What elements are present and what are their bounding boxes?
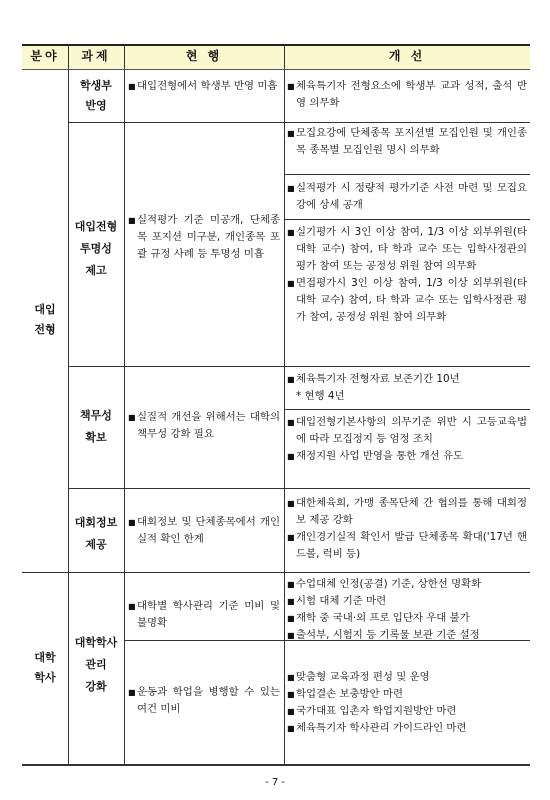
improve-accountability-1: ■ 체육특기자 전형자료 보존기간 10년 * 현행 4년	[287, 371, 527, 405]
current-accountability: ■ 실질적 개선을 위해서는 대학의 책무성 강화 필요	[128, 411, 280, 440]
current-academic-2: ■ 운동과 학업을 병행할 수 있는 여건 미비	[128, 686, 280, 715]
divider-task-1	[68, 122, 530, 123]
improve-transparency-3: ■ 실기평가 시 3인 이상 참여, 1/3 이상 외부위원(타 대학 교수) 참여, 타 학과 교수 또는 입학사정관의 평가 참여 또는 공정성 위원 참여 의무화 ■ 면접평가시 3인 이상 참여, 1/3 이상 외부위원(타 대학 교수) 참여, 타 학과 교수 또는 입학사정관 평가 참여, 공정성 위원 참여 의무화	[287, 226, 527, 323]
divider-v3	[284, 44, 285, 765]
current-competition-info: ■ 대회정보 및 단체종목에서 개인실적 확인 한계	[128, 516, 280, 545]
header-improvement: 개 선	[388, 49, 426, 63]
header-current: 현 행	[185, 49, 223, 63]
improve-record: ■ 체육특기자 전형요소에 학생부 교과 성적, 출석 반영 의무화	[287, 80, 527, 109]
improve-accountability-2: ■ 대입전형기본사항의 의무기준 위반 시 고등교육법에 따라 모집정지 등 엄정 조치 ■ 재정지원 사업 반영을 통한 개선 유도	[287, 416, 527, 462]
divider-sub-c	[284, 409, 530, 410]
table-bottom-border	[22, 764, 530, 766]
divider-task-2	[68, 366, 530, 367]
divider-sub-a	[284, 174, 530, 175]
task-transparency: 대입전형 투명성 제고	[74, 220, 118, 277]
divider-v2	[124, 44, 125, 765]
header-field: 분야	[30, 49, 60, 63]
current-transparency: ■ 실적평가 기준 미공개, 단체종목 포지션 미구분, 개인종목 포괄 규정 사례 등 투명성 미흡	[128, 214, 280, 260]
improve-academic-2: ■ 맞춤형 교육과정 편성 및 운영 ■ 학업결손 보충방안 마련 ■ 국가대표 입촌자 학업지원방안 마련 ■ 체육특기자 학사관리 가이드라인 마련	[287, 671, 467, 734]
task-competition-info: 대회정보 제공	[74, 516, 118, 551]
task-record: 학생부 반영	[80, 79, 112, 112]
page-number: - 7 -	[265, 777, 285, 788]
field-academic: 대학 학사	[34, 651, 56, 684]
note-current-4years: * 현행 4년	[296, 390, 345, 402]
divider-sub-b	[284, 219, 530, 220]
header-task: 과제	[81, 49, 111, 63]
current-academic-1: ■ 대학별 학사관리 기준 미비 및 불명확	[128, 600, 280, 629]
divider-task-3	[68, 488, 530, 489]
improve-transparency-2: ■ 실적평가 시 정량적 평가기준 사전 마련 및 모집요강에 상세 공개	[287, 182, 527, 211]
improve-academic-1: ■ 수업대체 인정(공결) 기준, 상한선 명확화 ■ 시험 대체 기준 마련 ■ 재학 중 국내·외 프로 입단자 우대 불가 ■ 출석부, 시험지 등 기록물 보관 기준 설정	[287, 578, 482, 641]
field-admission: 대입 전형	[34, 303, 56, 336]
improve-transparency-1: ■ 모집요강에 단체종목 포지션별 모집인원 및 개인종목 종목별 모집인원 명시 의무화	[287, 127, 527, 156]
task-academic-management: 대학학사 관리 강화	[74, 636, 118, 693]
divider-section	[22, 572, 530, 573]
current-record: ■ 대입전형에서 학생부 반영 미흡	[128, 80, 278, 92]
task-accountability: 책무성 확보	[80, 409, 112, 444]
improve-competition-info: ■ 대한체육회, 가맹 종목단체 간 협의를 통해 대회정보 제공 강화 ■ 개인경기실적 확인서 발급 단체종목 확대('17년 핸드볼, 럭비 등)	[287, 497, 527, 560]
